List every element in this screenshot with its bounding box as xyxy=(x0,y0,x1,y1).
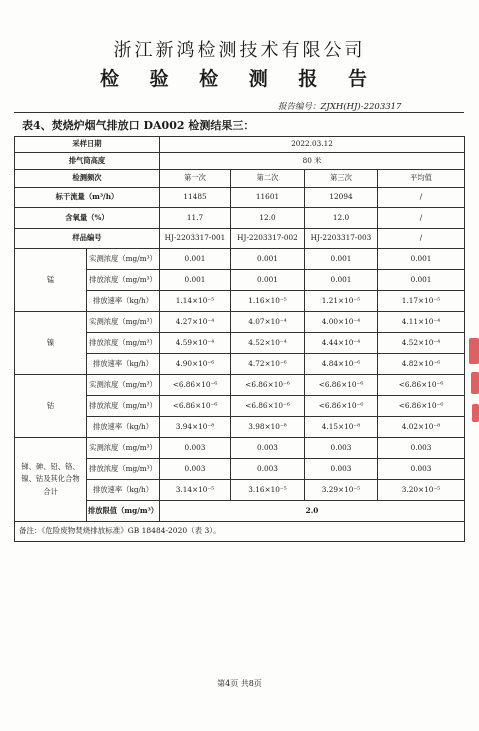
group-name-line: 锑、砷、铅、铬、 xyxy=(21,461,80,471)
oxygen-cell: / xyxy=(378,208,465,229)
value-cell: 4.02×10⁻⁸ xyxy=(378,417,465,438)
stack-height-label: 排气筒高度 xyxy=(15,153,160,170)
flow-cell: 12094 xyxy=(305,188,378,208)
value-cell: 1.14×10⁻⁵ xyxy=(160,291,231,312)
sampling-date-value: 2022.03.12 xyxy=(160,137,465,153)
group-name-line: 镍、钴及其化合物 xyxy=(21,474,80,484)
table-row xyxy=(15,522,465,542)
value-cell: 4.72×10⁻⁶ xyxy=(231,354,305,375)
sample-id-cell: HJ-2203317-001 xyxy=(160,229,231,249)
value-cell: 3.98×10⁻⁸ xyxy=(231,417,305,438)
run-header: 第一次 xyxy=(160,170,231,188)
value-cell: 0.003 xyxy=(160,459,231,480)
value-cell: <6.86×10⁻⁶ xyxy=(378,396,465,417)
page-footer: 第4页 共8页 xyxy=(217,679,262,688)
value-cell: 0.001 xyxy=(160,249,231,270)
report-number: 报告编号：ZJXH(HJ)-2203317 xyxy=(278,102,402,112)
row-label: 排放速率（kg/h） xyxy=(87,354,160,375)
value-cell: 0.001 xyxy=(231,270,305,291)
value-cell: <6.86×10⁻⁶ xyxy=(305,396,378,417)
row-label: 排放速率（kg/h） xyxy=(87,417,160,438)
value-cell: 4.90×10⁻⁶ xyxy=(160,354,231,375)
value-cell: 4.11×10⁻⁴ xyxy=(378,312,465,333)
limit-value: 2.0 xyxy=(160,501,465,522)
stack-height-value: 80 米 xyxy=(160,153,465,170)
run-header: 第三次 xyxy=(305,170,378,188)
value-cell: 0.003 xyxy=(231,459,305,480)
value-cell: 4.59×10⁻⁴ xyxy=(160,333,231,354)
seal-stamp-fragment xyxy=(469,338,479,364)
sample-id-cell: / xyxy=(378,229,465,249)
table-row xyxy=(15,229,465,249)
seal-stamp-fragment xyxy=(471,372,479,394)
value-cell: <6.86×10⁻⁶ xyxy=(305,375,378,396)
group-name: 锰 xyxy=(15,249,87,312)
value-cell: 0.003 xyxy=(378,459,465,480)
table-note: 备注：《危险废物焚烧排放标准》GB 18484-2020（表 3）。 xyxy=(15,522,465,542)
value-cell: <6.86×10⁻⁶ xyxy=(231,375,305,396)
oxygen-cell: 11.7 xyxy=(160,208,231,229)
flow-cell: 11485 xyxy=(160,188,231,208)
value-cell: 4.52×10⁻⁴ xyxy=(378,333,465,354)
value-cell: 4.00×10⁻⁴ xyxy=(305,312,378,333)
sampling-date-label: 采样日期 xyxy=(15,137,160,153)
table-row xyxy=(15,137,465,153)
value-cell: 0.001 xyxy=(305,270,378,291)
value-cell: 4.84×10⁻⁶ xyxy=(305,354,378,375)
header-rule xyxy=(14,112,464,113)
oxygen-cell: 12.0 xyxy=(231,208,305,229)
row-label: 排放浓度（mg/m³） xyxy=(87,333,160,354)
value-cell: 0.003 xyxy=(378,438,465,459)
value-cell: 0.001 xyxy=(231,249,305,270)
group-name-line: 合计 xyxy=(43,486,58,496)
table-row xyxy=(15,153,465,170)
flow-label: 标干流量（m³/h） xyxy=(15,188,160,208)
results-table xyxy=(14,136,465,542)
sample-id-cell: HJ-2203317-003 xyxy=(305,229,378,249)
row-label: 排放速率（kg/h） xyxy=(87,480,160,501)
value-cell: 3.29×10⁻⁵ xyxy=(305,480,378,501)
value-cell: 4.07×10⁻⁴ xyxy=(231,312,305,333)
row-label: 排放浓度（mg/m³） xyxy=(87,270,160,291)
value-cell: 3.16×10⁻⁵ xyxy=(231,480,305,501)
company-name: 浙江新鸿检测技术有限公司 xyxy=(113,40,366,61)
value-cell: <6.86×10⁻⁶ xyxy=(160,396,231,417)
value-cell: 0.001 xyxy=(305,249,378,270)
row-label: 实测浓度（mg/m³） xyxy=(87,375,160,396)
table-row xyxy=(15,188,465,208)
run-header: 第二次 xyxy=(231,170,305,188)
table-row xyxy=(15,170,465,188)
seal-stamp-fragment xyxy=(472,404,479,422)
value-cell: 3.94×10⁻⁸ xyxy=(160,417,231,438)
group-name xyxy=(15,438,87,522)
row-label: 实测浓度（mg/m³） xyxy=(87,438,160,459)
row-label: 实测浓度（mg/m³） xyxy=(87,249,160,270)
sample-id-label: 样品编号 xyxy=(15,229,160,249)
value-cell: 0.003 xyxy=(305,438,378,459)
table-row xyxy=(15,312,465,333)
group-name: 钴 xyxy=(15,375,87,438)
table-row xyxy=(15,375,465,396)
limit-label: 排放限值（mg/m³） xyxy=(87,501,160,522)
value-cell: <6.86×10⁻⁶ xyxy=(378,375,465,396)
flow-cell: 11601 xyxy=(231,188,305,208)
value-cell: 0.003 xyxy=(160,438,231,459)
table-title: 表4、焚烧炉烟气排放口 DA002 检测结果三： xyxy=(22,119,255,132)
run-header: 平均值 xyxy=(378,170,465,188)
table-row xyxy=(15,249,465,270)
frequency-label: 检测频次 xyxy=(15,170,160,188)
oxygen-label: 含氧量（%） xyxy=(15,208,160,229)
flow-cell: / xyxy=(378,188,465,208)
group-name: 镍 xyxy=(15,312,87,375)
value-cell: 1.21×10⁻⁵ xyxy=(305,291,378,312)
value-cell: 4.52×10⁻⁴ xyxy=(231,333,305,354)
value-cell: <6.86×10⁻⁶ xyxy=(160,375,231,396)
value-cell: 4.44×10⁻⁴ xyxy=(305,333,378,354)
sample-id-cell: HJ-2203317-002 xyxy=(231,229,305,249)
value-cell: 0.001 xyxy=(378,270,465,291)
value-cell: 4.15×10⁻⁸ xyxy=(305,417,378,438)
value-cell: 0.001 xyxy=(378,249,465,270)
row-label: 排放浓度（mg/m³） xyxy=(87,396,160,417)
value-cell: <6.86×10⁻⁶ xyxy=(231,396,305,417)
oxygen-cell: 12.0 xyxy=(305,208,378,229)
row-label: 排放浓度（mg/m³） xyxy=(87,459,160,480)
value-cell: 0.003 xyxy=(231,438,305,459)
value-cell: 0.003 xyxy=(305,459,378,480)
table-row xyxy=(15,438,465,459)
row-label: 实测浓度（mg/m³） xyxy=(87,312,160,333)
report-title: 检 验 检 测 报 告 xyxy=(99,68,380,90)
value-cell: 1.16×10⁻⁵ xyxy=(231,291,305,312)
table-row xyxy=(15,208,465,229)
row-label: 排放速率（kg/h） xyxy=(87,291,160,312)
value-cell: 3.20×10⁻⁵ xyxy=(378,480,465,501)
value-cell: 4.27×10⁻⁴ xyxy=(160,312,231,333)
value-cell: 4.82×10⁻⁶ xyxy=(378,354,465,375)
value-cell: 3.14×10⁻⁵ xyxy=(160,480,231,501)
value-cell: 1.17×10⁻⁵ xyxy=(378,291,465,312)
value-cell: 0.001 xyxy=(160,270,231,291)
